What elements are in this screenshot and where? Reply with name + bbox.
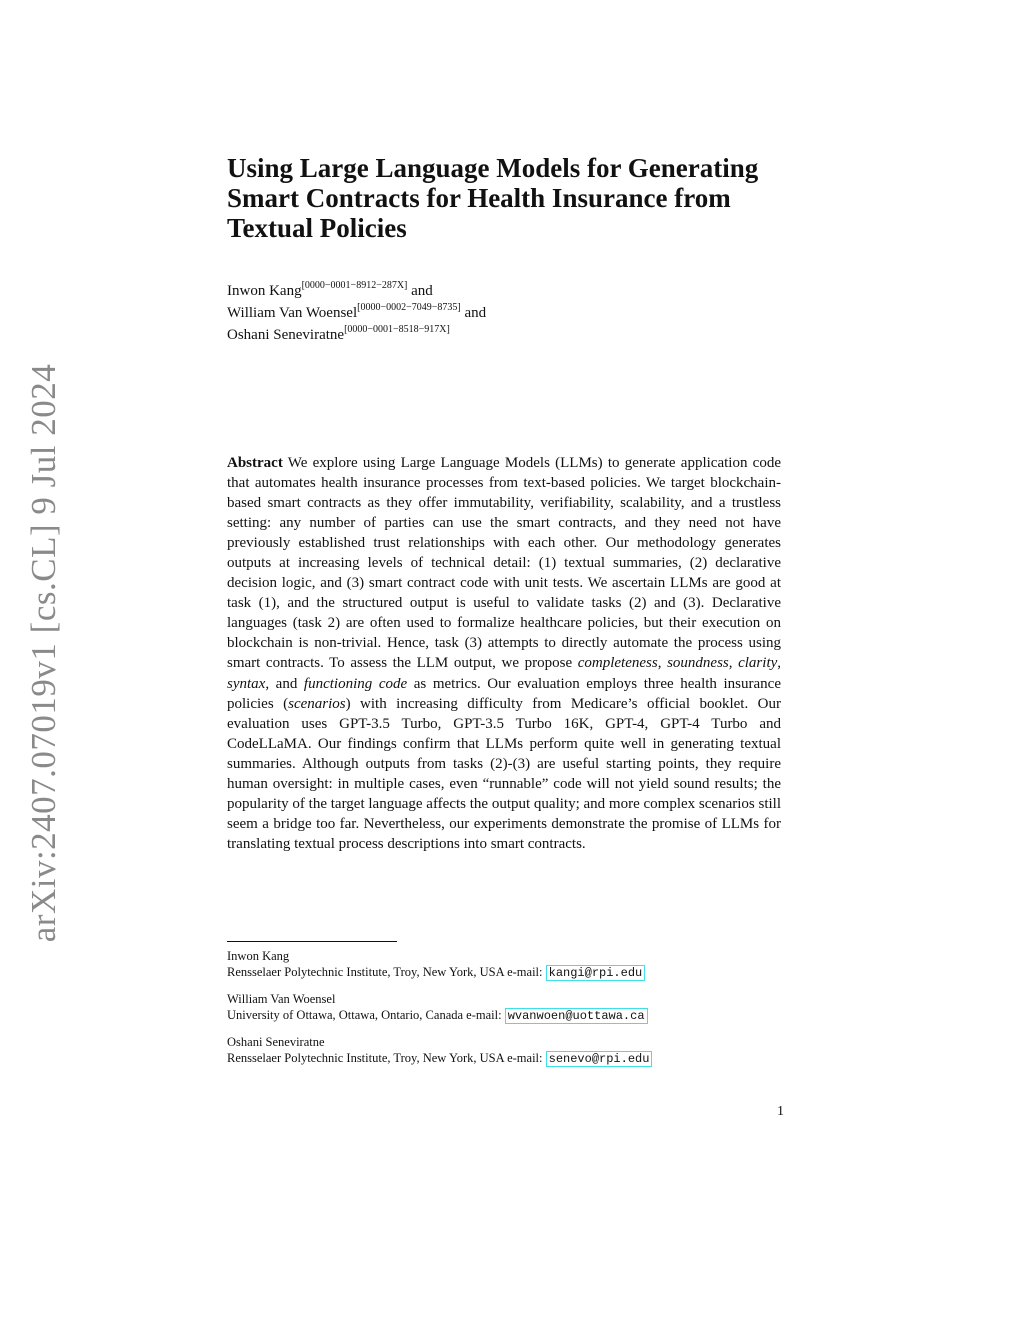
title-line-2: Smart Contracts for Health Insurance from — [227, 183, 731, 213]
affiliation-author-name: William Van Woensel — [227, 992, 336, 1006]
affiliation-line — [227, 1007, 787, 1024]
footnote-divider — [227, 941, 397, 942]
affiliation-author-name: Oshani Seneviratne — [227, 1035, 325, 1049]
abstract — [227, 453, 781, 854]
title-line-1: Using Large Language Models for Generating — [227, 153, 759, 183]
email-link[interactable]: wvanwoen@uottawa.ca — [505, 1008, 648, 1024]
affiliation-entry — [227, 948, 787, 981]
email-link[interactable]: senevo@rpi.edu — [546, 1051, 653, 1067]
author-connector: and — [460, 305, 487, 321]
abstract-text: , — [728, 655, 739, 672]
author-orcid: [0000−0001−8912−287X] — [301, 280, 408, 291]
arxiv-identifier-stamp — [14, 363, 74, 943]
author-name: Inwon Kang — [227, 283, 302, 299]
abstract-text: , and — [265, 675, 304, 692]
metric-functioning-code: functioning code — [303, 675, 408, 692]
abstract-text: ) with increasing difficulty from Medicare’s official booklet. Our evaluation uses GPT-3.5 Turbo, GPT-3.5 Turbo 16K, GPT-4, GPT-4 Turbo and CodeLLaMA. Our findings confirm that LLMs perform quite well in generating textual summaries. Although outputs from tasks (2)-(3) are useful starting points, they require human oversight: in multiple cases, even “runnable” code will not yield sound results; the popularity of the target language affects the output quality; and more complex scenarios still seem a bridge too far. Nevertheless, our experiments demonstrate the promise of LLMs for translating textual process descriptions into smart contracts. — [227, 695, 781, 852]
author-list — [227, 281, 787, 347]
affiliation-line — [227, 964, 787, 981]
term-scenarios: scenarios — [288, 695, 346, 712]
affiliation-line — [227, 1050, 787, 1067]
abstract-text: , — [777, 655, 782, 672]
affiliation-institution: University of Ottawa, Ottawa, Ontario, Canada e-mail: — [227, 1008, 505, 1022]
email-link[interactable]: kangi@rpi.edu — [546, 965, 646, 981]
author-line — [227, 281, 787, 303]
abstract-text: , — [657, 655, 668, 672]
author-orcid: [0000−0001−8518−917X] — [344, 324, 450, 335]
abstract-text: as metrics. Our evaluation employs three health insurance policies ( — [227, 675, 781, 712]
author-connector: and — [407, 283, 433, 299]
arxiv-identifier-text: arXiv:2407.07019v1 [cs.CL] 9 Jul 2024 — [24, 363, 64, 943]
author-line — [227, 303, 787, 325]
metric-clarity: clarity — [738, 655, 778, 672]
metric-soundness: soundness — [667, 655, 729, 672]
affiliation-entry — [227, 1034, 787, 1067]
author-line — [227, 325, 787, 347]
affiliations — [227, 948, 787, 1077]
abstract-label: Abstract — [227, 455, 283, 471]
affiliation-institution: Rensselaer Polytechnic Institute, Troy, New York, USA e-mail: — [227, 965, 546, 979]
author-name: Oshani Seneviratne — [227, 327, 345, 343]
metric-completeness: completeness — [577, 655, 658, 672]
page-number: 1 — [777, 1104, 784, 1119]
affiliation-institution: Rensselaer Polytechnic Institute, Troy, New York, USA e-mail: — [227, 1051, 546, 1065]
affiliation-entry — [227, 991, 787, 1024]
paper-title — [227, 153, 787, 243]
title-line-3: Textual Policies — [227, 213, 407, 243]
abstract-text: We explore using Large Language Models (LLMs) to generate application code that automates health insurance processes from text-based policies. We target blockchain-based smart contracts as they offer immutability, verifiability, scalability, and a trustless setting: any number of parties can use the smart contracts, and they need not have previously established trust relationships with each other. Our methodology generates outputs at increasing levels of technical detail: (1) textual summaries, (2) declarative decision logic, and (3) smart contract code with unit tests. We ascertain LLMs are good at task (1), and the structured output is useful to validate tasks (2) and (3). Declarative languages (task 2) are often used to formalize healthcare policies, but their execution on blockchain is non-trivial. Hence, task (3) attempts to directly automate the process using smart contracts. To assess the LLM output, we propose — [227, 455, 781, 672]
affiliation-author-name: Inwon Kang — [227, 949, 290, 963]
metric-syntax: syntax — [227, 675, 266, 692]
author-name: William Van Woensel — [227, 305, 358, 321]
author-orcid: [0000−0002−7049−8735] — [357, 302, 461, 313]
